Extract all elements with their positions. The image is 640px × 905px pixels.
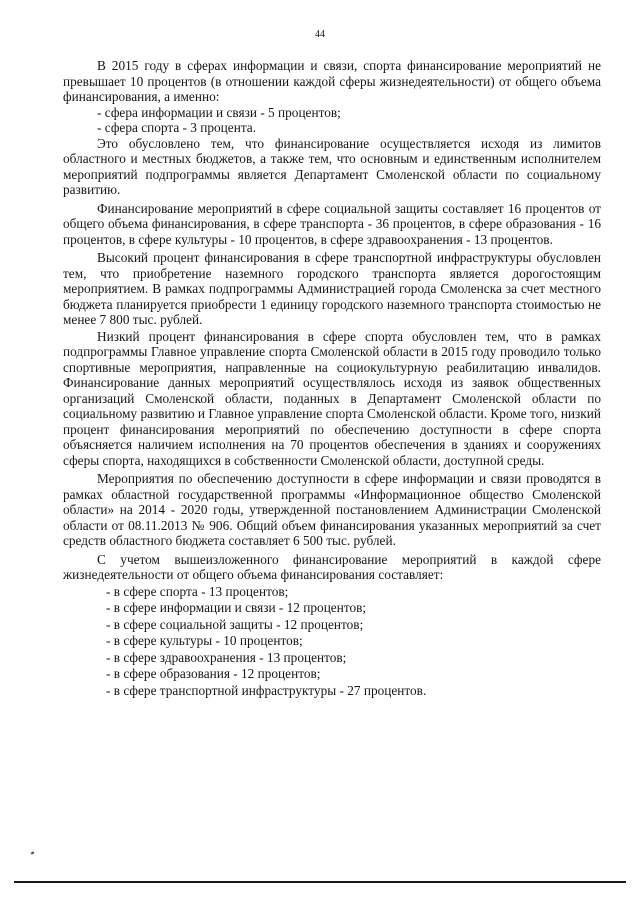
paragraph-reason: Это обусловлено тем, что финансирование осуществляется исходя из лимитов областного и местных бюджетов, а также тем, что основным и единственным исполнителем мероприятий подпрограммы является Департамент Смоленской области по социальному развитию. (63, 135, 601, 197)
final-list-item-health: - в сфере здравоохранения - 13 процентов; (106, 649, 347, 665)
final-list-item-culture: - в сфере культуры - 10 процентов; (106, 633, 303, 648)
final-list-item-transport: - в сфере транспортной инфраструктуры - 27 процентов. (106, 682, 427, 698)
scan-mark (31, 851, 35, 854)
paragraph-summary: С учетом вышеизложенного финансирование мероприятий в каждой сфере жизнедеятельности от общего объема финансирования составляет: (63, 551, 601, 582)
final-list-item-sport: - в сфере спорта - 13 процентов; (106, 583, 289, 599)
paragraph-intro-2015: В 2015 году в сферах информации и связи, спорта финансирование мероприятий не превышает 10 процентов (в отношении каждой сферы жизнедеятельности) от общего объема финансирования, а именно: (63, 58, 601, 104)
list-item-info-communication: - сфера информации и связи - 5 процентов; (97, 104, 341, 120)
document-body (63, 58, 601, 698)
paragraph-transport: Высокий процент финансирования в сфере транспортной инфраструктуры обусловлен тем, что приобретение наземного городского транспорта является дорогостоящим мероприятием. В рамках подпрограммы Администрацией города Смоленска за счет местного бюджета планируется приобрести 1 единицу городского наземного транспорта стоимостью не менее 7 800 тыс. рублей. (63, 250, 601, 327)
final-list (63, 584, 601, 699)
page-number: 44 (315, 29, 325, 40)
paragraph-sport: Низкий процент финансирования в сфере спорта обусловлен тем, что в рамках подпрограммы Главное управление спорта Смоленской области в 2015 году проводило только спортивные мероприятия, направленные на социокультурную реабилитацию инвалидов. Финансирование данных мероприятий осуществлялось исходя из заявок общественных организаций Смоленской области, поданных в Департамент Смоленской области по социальному развитию и Главное управление спорта Смоленской области. Кроме того, низкий процент финансирования мероприятий по обеспечению доступности в сфере спорта объясняется наличием исполнения на 70 процентов обеспечения в зданиях и сооружениях сферы спорта, находящихся в собственности Смоленской области, доступной среды. (63, 328, 601, 468)
paragraph-social-protection: Финансирование мероприятий в сфере социальной защиты составляет 16 процентов от общего объема финансирования, в сфере транспорта - 36 процентов, в сфере образования - 16 процентов, в сфере культуры - 10 процентов, в сфере здравоохранения - 13 процентов. (63, 200, 601, 247)
final-list-item-education: - в сфере образования - 12 процентов; (106, 666, 321, 681)
final-list-item-info: - в сфере информации и связи - 12 процентов; (106, 600, 367, 615)
paragraph-information: Мероприятия по обеспечению доступности в сфере информации и связи проводятся в рамках областной государственной программы «Информационное общество Смоленской области» на 2014 - 2020 годы, утвержденной постановлением Администрации Смоленской области от 08.11.2013 № 906. Общий объем финансирования указанных мероприятий за счет средств областного бюджета составляет 6 500 тыс. рублей. (63, 471, 601, 548)
bottom-rule (14, 881, 626, 883)
list-item-sport: - сфера спорта - 3 процента. (97, 120, 257, 135)
final-list-item-social: - в сфере социальной защиты - 12 процентов; (106, 616, 364, 632)
